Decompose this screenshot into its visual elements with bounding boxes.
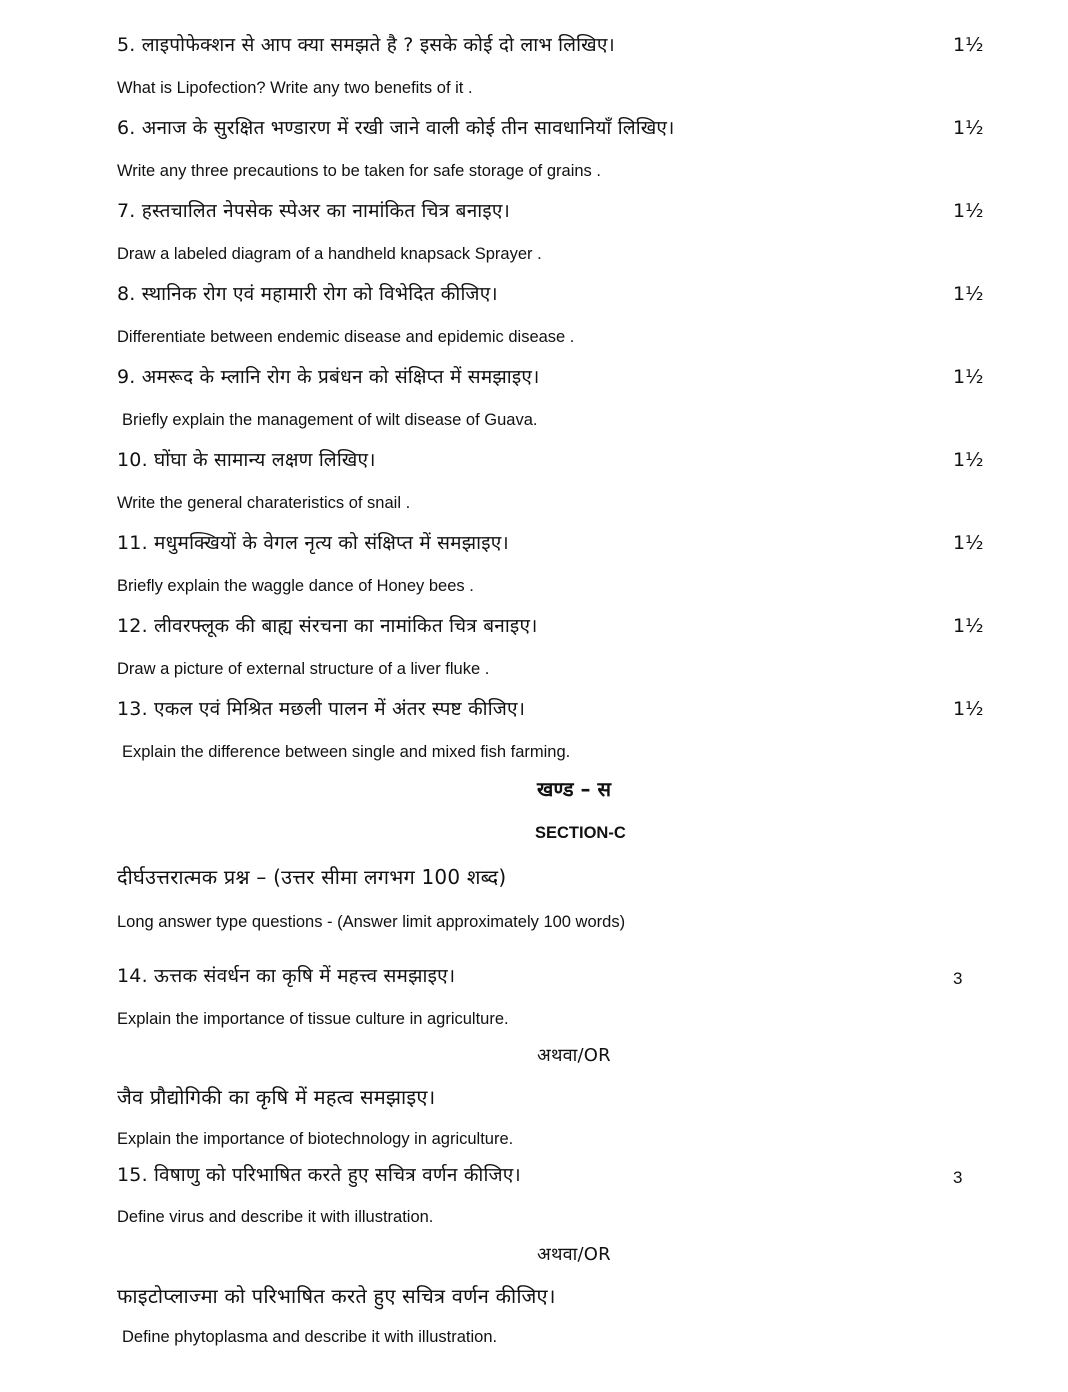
question-7-hindi: 7. हस्तचालित नेपसेक स्पेअर का नामांकित चित्र बनाइए। [117,200,511,222]
question-9-english: Briefly explain the management of wilt disease of Guava. [122,411,538,429]
question-5-marks: 1½ [953,34,984,56]
question-8-english: Differentiate between endemic disease and epidemic disease . [117,328,575,346]
question-14-or-label: अथवा/OR [537,1045,611,1066]
question-13-hindi: 13. एकल एवं मिश्रित मछली पालन में अंतर स्पष्ट कीजिए। [117,698,526,720]
question-12-marks: 1½ [953,615,984,637]
question-10-english: Write the general charateristics of snail . [117,494,411,512]
question-13-marks: 1½ [953,698,984,720]
question-5-english: What is Lipofection? Write any two benefits of it . [117,79,473,97]
section-instruction-hindi: दीर्घउत्तरात्मक प्रश्न – (उत्तर सीमा लगभग 100 शब्द) [117,865,507,889]
question-11-english: Briefly explain the waggle dance of Honey bees . [117,577,474,595]
question-12-english: Draw a picture of external structure of a liver fluke . [117,660,490,678]
question-14-alternative-english: Explain the importance of biotechnology in agriculture. [117,1130,514,1148]
question-15-hindi: 15. विषाणु को परिभाषित करते हुए सचित्र वर्णन कीजिए। [117,1164,521,1186]
question-14-marks: 3 [953,969,963,988]
question-6-hindi: 6. अनाज के सुरक्षित भण्डारण में रखी जाने वाली कोई तीन सावधानियाँ लिखिए। [117,117,675,139]
question-5-hindi: 5. लाइपोफेक्शन से आप क्या समझते है ? इसके कोई दो लाभ लिखिए। [117,34,615,56]
question-9-marks: 1½ [953,366,984,388]
question-10-hindi: 10. घोंघा के सामान्य लक्षण लिखिए। [117,449,376,471]
question-10-marks: 1½ [953,449,984,471]
question-11-hindi: 11. मधुमक्खियों के वेगल नृत्य को संक्षिप्त में समझाइए। [117,532,509,554]
question-11-marks: 1½ [953,532,984,554]
section-title-hindi: खण्ड – स [537,777,612,801]
question-14-english: Explain the importance of tissue culture in agriculture. [117,1010,509,1028]
question-13-english: Explain the difference between single and mixed fish farming. [122,743,571,761]
question-14-hindi: 14. ऊत्तक संवर्धन का कृषि में महत्त्व समझाइए। [117,965,456,987]
section-instruction-english: Long answer type questions - (Answer limit approximately 100 words) [117,913,626,931]
question-7-english: Draw a labeled diagram of a handheld knapsack Sprayer . [117,245,542,263]
question-8-marks: 1½ [953,283,984,305]
question-14-alternative-hindi: जैव प्रौद्योगिकी का कृषि में महत्व समझाइए। [117,1085,436,1109]
question-6-marks: 1½ [953,117,984,139]
question-15-alternative-hindi: फाइटोप्लाज्मा को परिभाषित करते हुए सचित्र वर्णन कीजिए। [117,1284,556,1308]
question-12-hindi: 12. लीवरफ्लूक की बाह्य संरचना का नामांकित चित्र बनाइए। [117,615,538,637]
section-title-english: SECTION-C [535,824,626,842]
question-9-hindi: 9. अमरूद के म्लानि रोग के प्रबंधन को संक्षिप्त में समझाइए। [117,366,540,388]
question-15-alternative-english: Define phytoplasma and describe it with illustration. [122,1328,498,1346]
question-15-marks: 3 [953,1168,963,1187]
question-8-hindi: 8. स्थानिक रोग एवं महामारी रोग को विभेदित कीजिए। [117,283,498,305]
question-6-english: Write any three precautions to be taken for safe storage of grains . [117,162,601,180]
question-15-or-label: अथवा/OR [537,1244,611,1265]
question-15-english: Define virus and describe it with illustration. [117,1208,434,1226]
question-7-marks: 1½ [953,200,984,222]
